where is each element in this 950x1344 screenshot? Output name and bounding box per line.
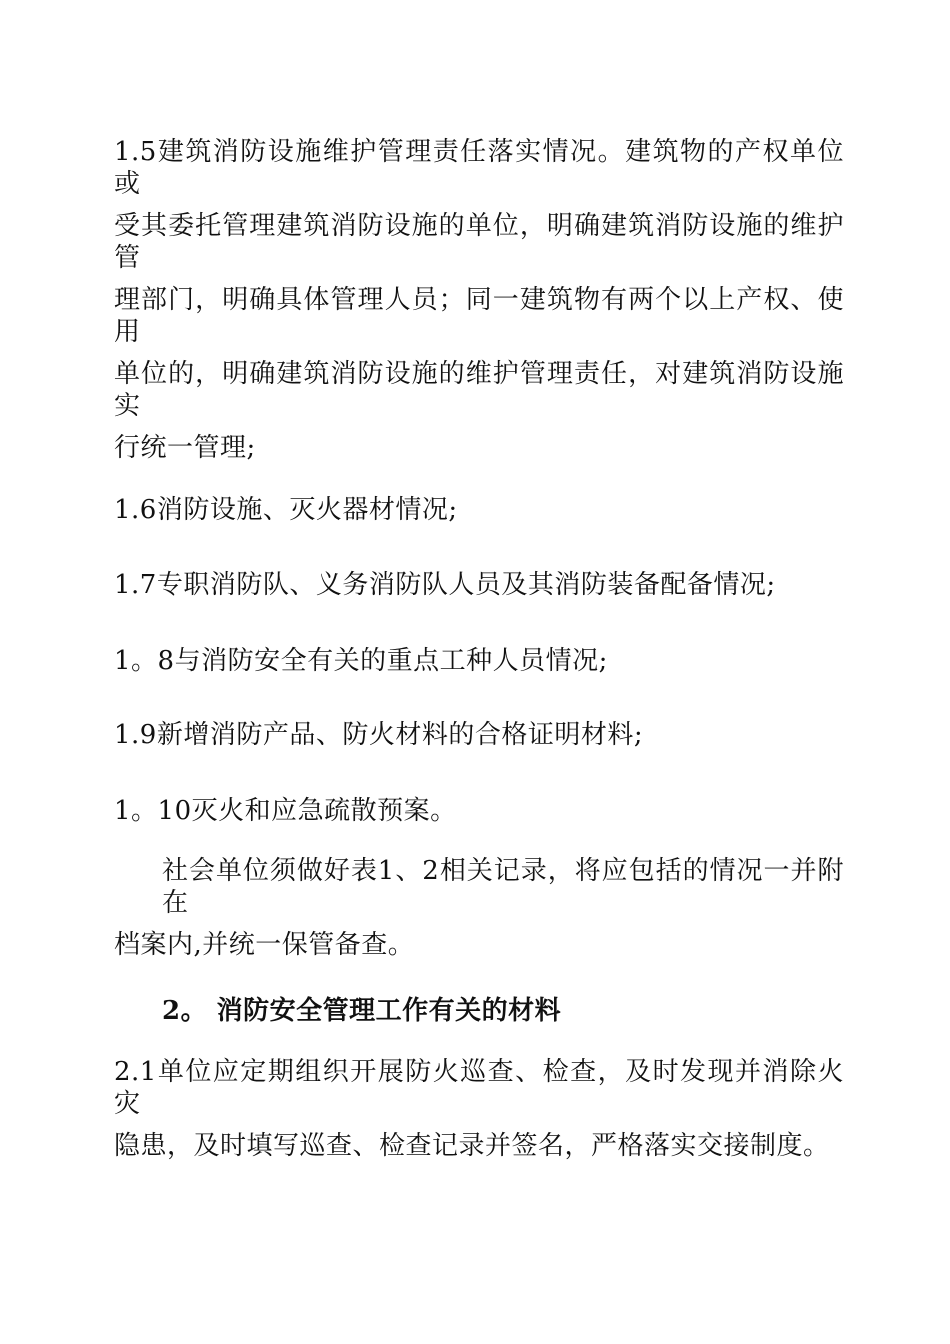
- item-1-9: 1.9新增消防产品、防火材料的合格证明材料;: [114, 720, 644, 750]
- item-1-8: 1。8与消防安全有关的重点工种人员情况;: [114, 646, 608, 676]
- item-1-7: 1.7专职消防队、义务消防队人员及其消防装备配备情况;: [114, 570, 776, 600]
- item-2-1: 2.1单位应定期组织开展防火巡查、检查，及时发现并消除火灾: [114, 1057, 844, 1119]
- paragraph-line: 单位的，明确建筑消防设施的维护管理责任，对建筑消防设施实: [114, 359, 844, 421]
- item-1-10: 1。10灭火和应急疏散预案。: [114, 796, 457, 826]
- paragraph-line: 理部门，明确具体管理人员；同一建筑物有两个以上产权、使用: [114, 285, 844, 347]
- paragraph-line: 行统一管理;: [114, 433, 256, 463]
- item-1-6: 1.6消防设施、灭火器材情况;: [114, 495, 458, 525]
- paragraph-line: 隐患，及时填写巡查、检查记录并签名，严格落实交接制度。: [114, 1131, 830, 1161]
- paragraph-line-1-5: 1.5建筑消防设施维护管理责任落实情况。建筑物的产权单位或: [114, 137, 844, 199]
- note-paragraph-line: 档案内,并统一保管备查。: [114, 930, 415, 960]
- section-heading-2: 2。 消防安全管理工作有关的材料: [162, 996, 562, 1026]
- paragraph-line: 受其委托管理建筑消防设施的单位，明确建筑消防设施的维护管: [114, 211, 844, 273]
- note-paragraph-line: 社会单位须做好表1、2相关记录，将应包括的情况一并附在: [162, 856, 844, 918]
